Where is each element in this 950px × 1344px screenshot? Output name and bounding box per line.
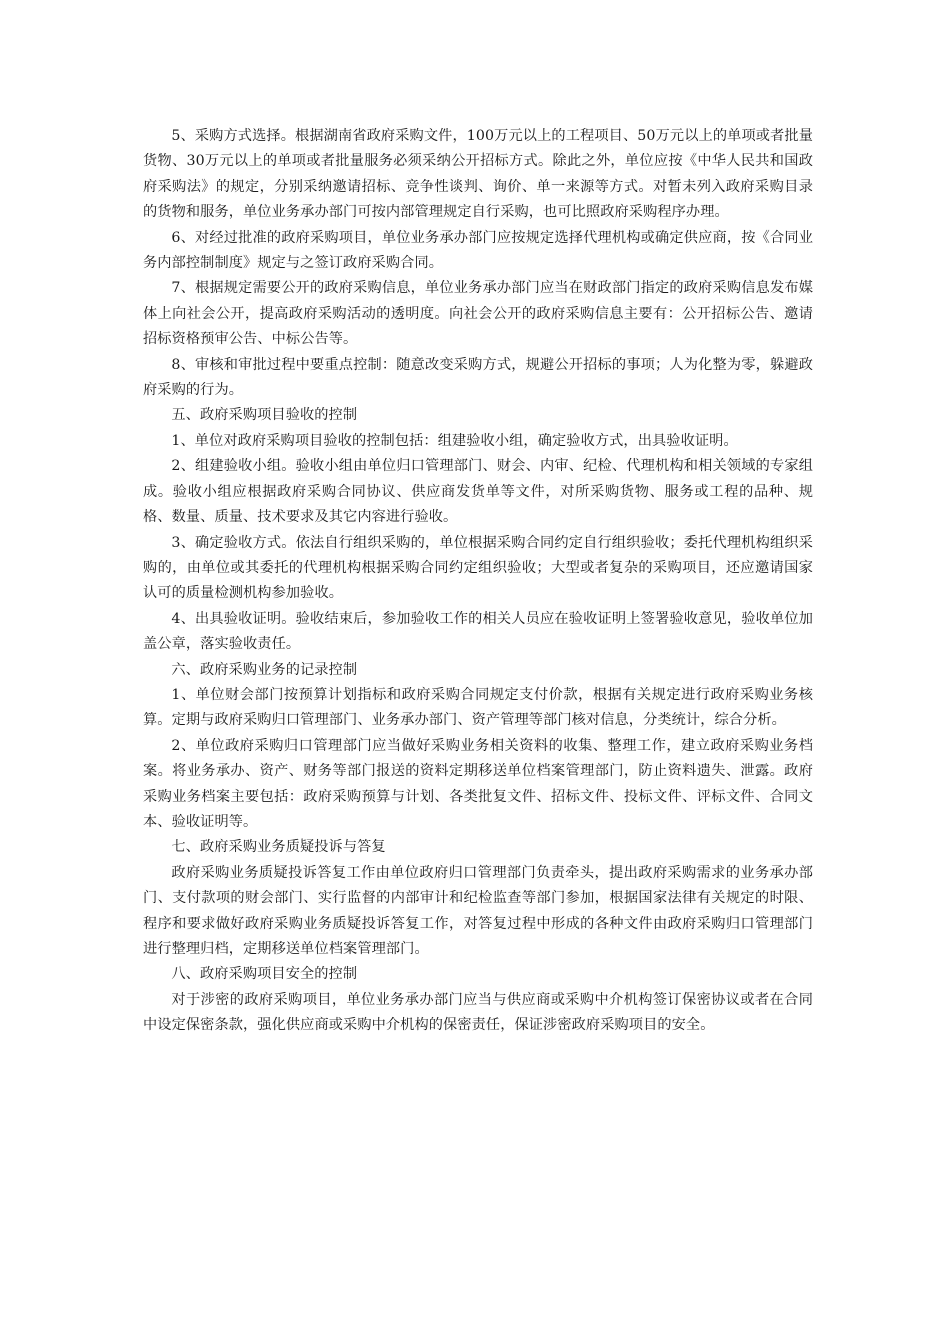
paragraph-item-6: 6、对经过批准的政府采购项目，单位业务承办部门应按规定选择代理机构或确定供应商，按《合同业务内部控制制度》规定与之签订政府采购合同。	[143, 229, 813, 272]
section-heading-records: 六、政府采购业务的记录控制	[171, 661, 358, 678]
paragraph-item-8: 8、审核和审批过程中要重点控制：随意改变采购方式，规避公开招标的事项；人为化整为零，躲避政府采购的行为。	[143, 356, 813, 399]
paragraph-item-7: 7、根据规定需要公开的政府采购信息，单位业务承办部门应当在财政部门指定的政府采购信息发布媒体上向社会公开，提高政府采购活动的透明度。向社会公开的政府采购信息主要有：公开招标公告、邀请招标资格预审公告、中标公告等。	[143, 280, 813, 348]
paragraph-records-1: 1、单位财会部门按预算计划指标和政府采购合同规定支付价款，根据有关规定进行政府采购业务核算。定期与政府采购归口管理部门、业务承办部门、资产管理等部门核对信息，分类统计，综合分析。	[143, 686, 813, 729]
paragraph-security: 对于涉密的政府采购项目，单位业务承办部门应当与供应商或采购中介机构签订保密协议或者在合同中设定保密条款，强化供应商或采购中介机构的保密责任，保证涉密政府采购项目的安全。	[143, 991, 813, 1034]
paragraph-complaints: 政府采购业务质疑投诉答复工作由单位政府归口管理部门负责牵头，提出政府采购需求的业务承办部门、支付款项的财会部门、实行监督的内部审计和纪检监查等部门参加，根据国家法律有关规定的时限、程序和要求做好政府采购业务质疑投诉答复工作，对答复过程中形成的各种文件由政府采购归口管理部门进行整理归档，定期移送单位档案管理部门。	[143, 864, 813, 957]
section-heading-complaints: 七、政府采购业务质疑投诉与答复	[171, 839, 386, 856]
section-heading-acceptance: 五、政府采购项目验收的控制	[171, 407, 358, 424]
paragraph-records-2: 2、单位政府采购归口管理部门应当做好采购业务相关资料的收集、整理工作，建立政府采购业务档案。将业务承办、资产、财务等部门报送的资料定期移送单位档案管理部门，防止资料遗失、泄露。政府采购业务档案主要包括：政府采购预算与计划、各类批复文件、招标文件、投标文件、评标文件、合同文本、验收证明等。	[143, 737, 813, 830]
paragraph-acceptance-1: 1、单位对政府采购项目验收的控制包括：组建验收小组，确定验收方式，出具验收证明。	[171, 432, 738, 449]
section-heading-security: 八、政府采购项目安全的控制	[171, 966, 358, 983]
paragraph-acceptance-2: 2、组建验收小组。验收小组由单位归口管理部门、财会、内审、纪检、代理机构和相关领域的专家组成。验收小组应根据政府采购合同协议、供应商发货单等文件，对所采购货物、服务或工程的品种、规格、数量、质量、技术要求及其它内容进行验收。	[143, 458, 813, 526]
paragraph-acceptance-3: 3、确定验收方式。依法自行组织采购的，单位根据采购合同约定自行组织验收；委托代理机构组织采购的，由单位或其委托的代理机构根据采购合同约定组织验收；大型或者复杂的采购项目，还应邀请国家认可的质量检测机构参加验收。	[143, 534, 813, 602]
document-page	[143, 124, 813, 1039]
paragraph-item-5: 5、采购方式选择。根据湖南省政府采购文件，100万元以上的工程项目、50万元以上的单项或者批量货物、30万元以上的单项或者批量服务必须采纳公开招标方式。除此之外，单位应按《中华人民共和国政府采购法》的规定，分别采纳邀请招标、竞争性谈判、询价、单一来源等方式。对暂未列入政府采购目录的货物和服务，单位业务承办部门可按内部管理规定自行采购，也可比照政府采购程序办理。	[143, 128, 813, 221]
paragraph-acceptance-4: 4、出具验收证明。验收结束后，参加验收工作的相关人员应在验收证明上签署验收意见，验收单位加盖公章，落实验收责任。	[143, 610, 813, 653]
